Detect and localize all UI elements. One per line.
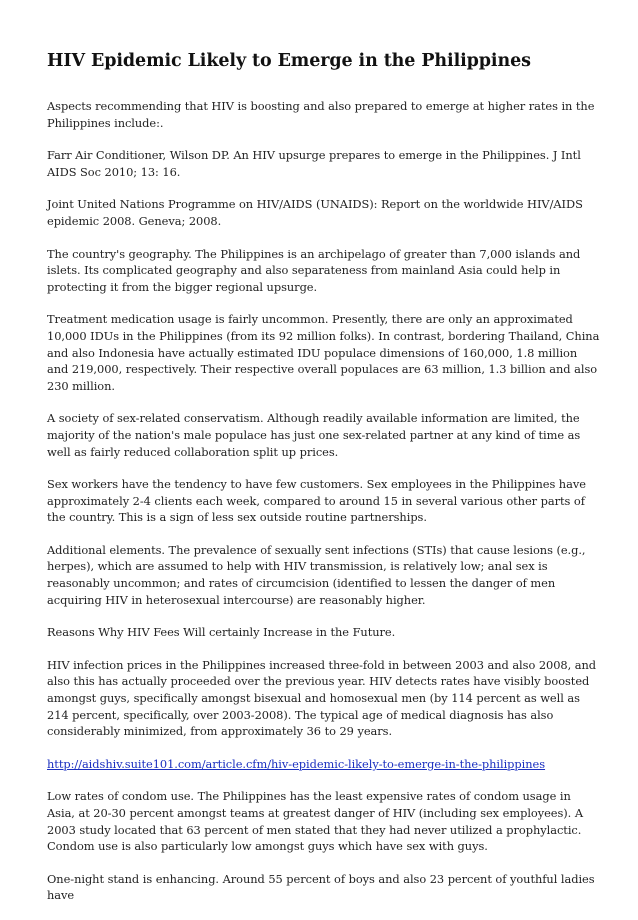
- source-link[interactable]: http://aidshiv.suite101.com/article.cfm/hiv-epidemic-likely-to-emerge-in-the-philippines: [47, 756, 546, 771]
- paragraph: Joint United Nations Programme on HIV/AIDS (UNAIDS): Report on the worldwide HIV/AIDS epidemic 2008. Geneva; 2008.: [47, 197, 583, 228]
- paragraph: A society of sex-related conservatism. Although readily available information are limited, the majority of the nation's male populace has just one sex-related partner at any kind of time as well as fairly reduced collaboration split up prices.: [47, 411, 581, 459]
- paragraph: Additional elements. The prevalence of sexually sent infections (STIs) that cause lesions (e.g., herpes), which are assumed to help with HIV transmission, is relatively low; anal sex is reasonably uncommon; and rates of circumcision (identified to lessen the danger of men acquiring HIV in heterosexual intercourse) are reasonably higher.: [47, 542, 586, 607]
- paragraph: Sex workers have the tendency to have few customers. Sex employees in the Philippines have approximately 2-4 clients each week, compared to around 15 in several various other parts of the country. This is a sign of less sex outside routine partnerships.: [47, 477, 586, 525]
- paragraph: Treatment medication usage is fairly uncommon. Presently, there are only an approximated 10,000 IDUs in the Philippines (from its 92 million folks). In contrast, bordering Thailand, China and also Indonesia have actually estimated IDU populace dimensions of 160,000, 1.8 million and 219,000, respectively. Their respective overall populaces are 63 million, 1.3 billion and also 230 million.: [47, 312, 600, 393]
- paragraph: One-night stand is enhancing. Around 55 percent of boys and also 23 percent of youthful ladies have: [47, 871, 595, 903]
- document-page: [47, 50, 601, 920]
- page-title: HIV Epidemic Likely to Emerge in the Philippines: [47, 51, 531, 71]
- paragraph: Farr Air Conditioner, Wilson DP. An HIV upsurge prepares to emerge in the Philippines. J Intl AIDS Soc 2010; 13: 16.: [47, 148, 581, 179]
- link-paragraph: [47, 756, 601, 773]
- paragraph: The country's geography. The Philippines is an archipelago of greater than 7,000 islands and islets. Its complicated geography and also separateness from mainland Asia could help in protecting it from the bigger regional upsurge.: [47, 246, 581, 294]
- paragraph: Low rates of condom use. The Philippines has the least expensive rates of condom usage in Asia, at 20-30 percent amongst teams at greatest danger of HIV (including sex employees). A 2003 study located that 63 percent of men stated that they had never utilized a prophylactic. Condom use is also particularly low amongst guys which have sex with guys.: [47, 789, 583, 854]
- paragraph: Aspects recommending that HIV is boosting and also prepared to emerge at higher rates in the Philippines include:.: [47, 99, 595, 130]
- paragraph: HIV infection prices in the Philippines increased three-fold in between 2003 and also 2008, and also this has actually proceeded over the previous year. HIV detects rates have visibly boosted amongst guys, specifically amongst bisexual and homosexual men (by 114 percent as well as 214 percent, specifically, over 2003-2008). The typical age of medical diagnosis has also considerably minimized, from approximately 36 to 29 years.: [47, 657, 597, 739]
- paragraph: Reasons Why HIV Fees Will certainly Increase in the Future.: [47, 625, 396, 640]
